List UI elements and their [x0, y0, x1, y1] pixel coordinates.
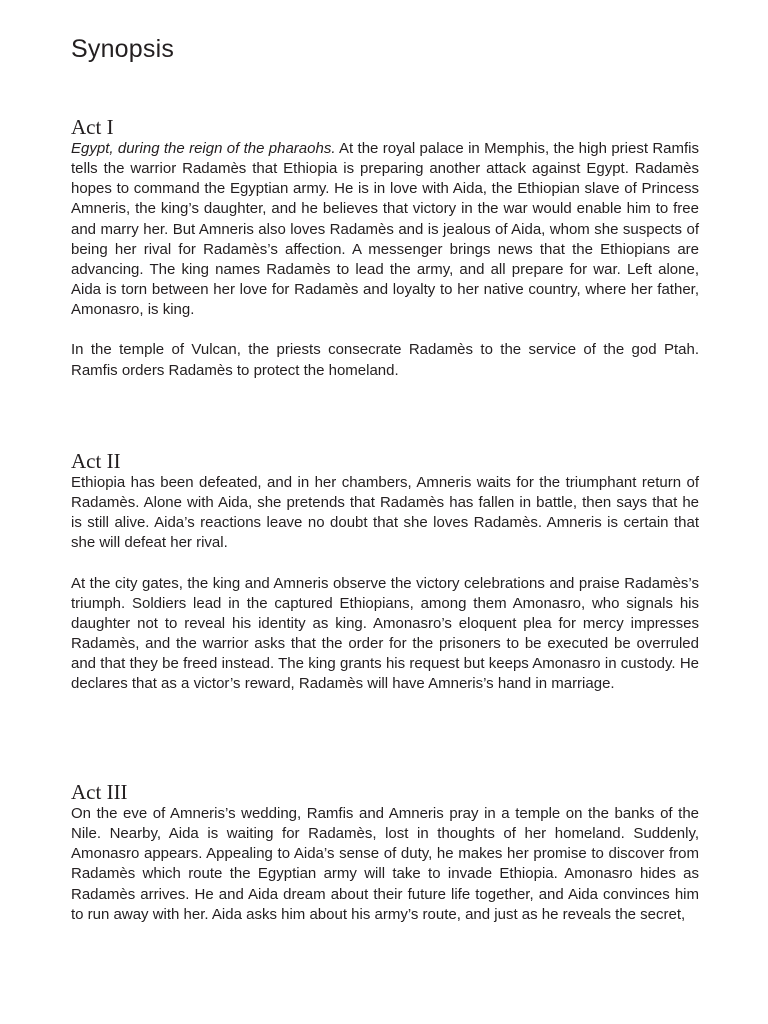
act-one-heading: Act I [71, 115, 114, 139]
act-one-paragraph-1-text: At the royal palace in Memphis, the high priest Ramfis tells the warrior Radamès that Ethiopia is preparing another attack against Egypt. Radamès hopes to command the Egyptian army. He is in love with Aida, the Ethiopian slave of Princess Amneris, the king’s daughter, and he believes that victory in the war would enable him to free and marry her. But Amneris also loves Radamès and is jealous of Aida, whom she suspects of being her rival for Radamès’s affection. A messenger brings news that the Ethiopians are advancing. The king names Radamès to lead the army, and all prepare for war. Left alone, Aida is torn between her love for Radamès and loyalty to her native country, where her father, Amonasro, is king. [71, 140, 700, 319]
act-two-heading: Act II [71, 449, 121, 473]
act-three-heading: Act III [71, 780, 128, 804]
act-one-setting: Egypt, during the reign of the pharaohs. [71, 140, 336, 157]
act-one-paragraph-2: In the temple of Vulcan, the priests consecrate Radamès to the service of the god Ptah. Ramfis orders Radamès to protect the homeland. [71, 341, 699, 379]
act-one-paragraph-1 [71, 139, 699, 320]
page-title: Synopsis [71, 35, 175, 63]
act-one-section [71, 115, 699, 381]
act-three-paragraph-1: On the eve of Amneris’s wedding, Ramfis and Amneris pray in a temple on the banks of the Nile. Nearby, Aida is waiting for Radamès, lost in thoughts of her homeland. Suddenly, Amonasro appears. Appealing to Aida’s sense of duty, he makes her promise to discover from Radamès which route the Egyptian army will take to invade Ethiopia. Amonasro hides as Radamès arrives. He and Aida dream about their future life together, and Aida convinces him to run away with her. Aida asks him about his army’s route, and just as he reveals the secret, [71, 805, 699, 923]
act-two-paragraph-1: Ethiopia has been defeated, and in her chambers, Amneris waits for the triumphant return of Radamès. Alone with Aida, she pretends that Radamès has fallen in battle, then says that he is still alive. Aida’s reactions leave no doubt that she loves Radamès. Amneris is certain that she will defeat her rival. [71, 474, 699, 552]
act-two-paragraph-2: At the city gates, the king and Amneris observe the victory celebrations and praise Radamès’s triumph. Soldiers lead in the captured Ethiopians, among them Amonasro, who signals his daughter not to reveal his identity as king. Amonasro’s eloquent plea for mercy impresses Radamès, and the warrior asks that the order for the prisoners to be executed be overruled and that they be freed instead. The king grants his request but keeps Amonasro in custody. He declares that as a victor’s reward, Radamès will have Amneris’s hand in marriage. [71, 574, 699, 693]
act-two-section [71, 449, 699, 695]
act-three-section [71, 780, 699, 925]
